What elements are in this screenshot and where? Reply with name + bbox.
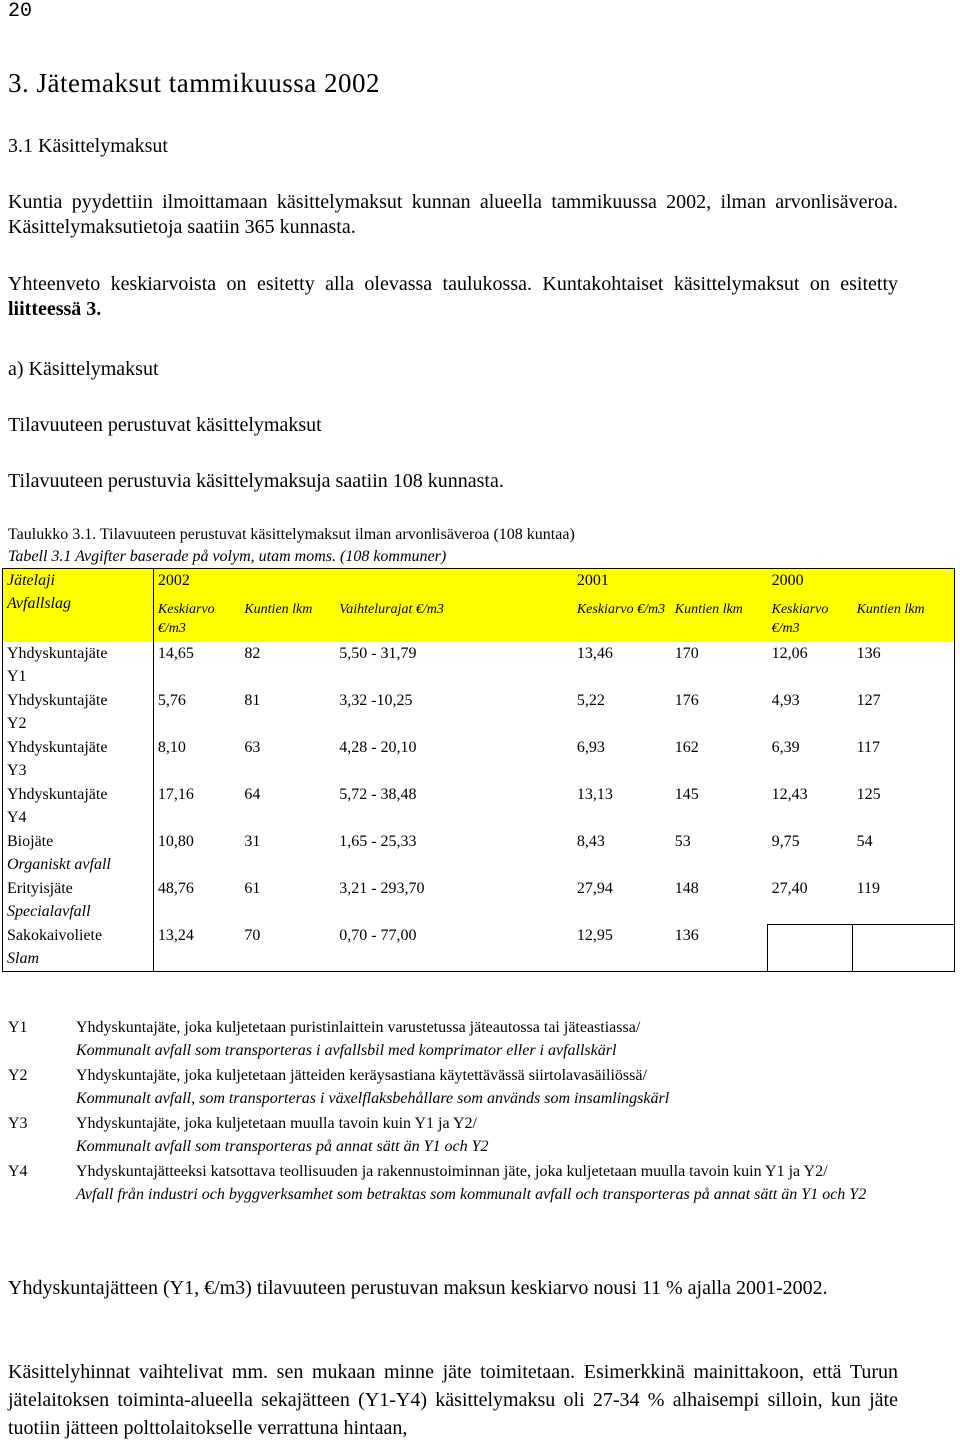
avg-2001-cell: 13,46 [576, 645, 613, 662]
count-2002-cell: 63 [244, 739, 261, 756]
legend-text [76, 1016, 898, 1062]
table-row [3, 736, 955, 783]
subsection-text: Tilavuuteen perustuvia käsittelymaksuja saatiin 108 kunnasta. [8, 470, 504, 492]
avg-2001-cell: 12,95 [573, 924, 671, 972]
range-2002-cell: 3,21 - 293,70 [339, 880, 425, 897]
avg-2002-cell: 13,24 [153, 924, 240, 972]
table-row [3, 783, 955, 830]
avg-2001-cell: 5,22 [576, 692, 605, 709]
count-2002-cell: 82 [244, 645, 261, 662]
header-waste-type-fi: Jätelaji [7, 572, 55, 589]
avg-2001-cell: 27,94 [576, 880, 613, 897]
count-2001-cell: 170 [674, 645, 699, 662]
table-row [3, 830, 955, 877]
legend-key: Y3 [8, 1115, 28, 1132]
count-2001-cell: 176 [674, 692, 699, 709]
legend-text-sv: Kommunalt avfall, som transporteras i växelflaksbehållare som används som insamlingskärl [76, 1090, 670, 1107]
intro-paragraph-1: Kuntia pyydettiin ilmoittamaan käsittelymaksut kunnan alueella tammikuussa 2002, ilman arvonlisäveroa. Käsittelymaksutietoja saatiin 365 kunnasta. [8, 191, 898, 238]
count-2002-cell: 81 [244, 692, 261, 709]
avg-2000-cell: 27,40 [771, 880, 808, 897]
table-header-row-years [3, 569, 955, 593]
legend-text [76, 1112, 898, 1158]
count-2000-cell: 125 [856, 786, 881, 803]
count-2000-cell: 117 [856, 739, 880, 756]
waste-type-cell [3, 877, 154, 924]
avg-2002-cell: 48,76 [157, 880, 194, 897]
waste-type-name: Yhdyskuntajäte [7, 786, 108, 803]
section-heading: 3.1 Käsittelymaksut [8, 135, 168, 157]
count-2002-cell: 61 [244, 880, 261, 897]
header-year-2001: 2001 [573, 569, 768, 593]
avg-2000-cell: 4,93 [771, 692, 800, 709]
avg-2000-cell: 12,43 [771, 786, 808, 803]
legend-text-fi: Yhdyskuntajäte, joka kuljetetaan muulla tavoin kuin Y1 ja Y2/ [76, 1115, 477, 1132]
waste-type-name: Yhdyskuntajäte [7, 692, 108, 709]
range-2002-cell: 5,72 - 38,48 [339, 786, 417, 803]
avg-2000-cell [768, 924, 853, 972]
legend-text [76, 1064, 898, 1110]
table-row [3, 924, 955, 972]
count-2000-cell: 54 [856, 833, 873, 850]
avg-2001-cell: 8,43 [576, 833, 605, 850]
waste-type-code: Y2 [7, 715, 27, 732]
avg-2000-cell: 9,75 [771, 833, 800, 850]
range-2002-cell: 3,32 -10,25 [339, 692, 413, 709]
avg-2002-cell: 5,76 [157, 692, 186, 709]
waste-type-code: Specialavfall [7, 903, 91, 920]
header-waste-type-sv: Avfallslag [7, 595, 71, 612]
header-count-2002: Kuntien lkm [240, 592, 335, 642]
header-year-2002: 2002 [153, 569, 572, 593]
waste-type-name: Erityisjäte [7, 880, 73, 897]
count-2000-cell [853, 924, 955, 972]
waste-type-code: Y4 [7, 809, 27, 826]
waste-type-name: Biojäte [7, 833, 54, 850]
waste-type-code: Organiskt avfall [7, 856, 111, 873]
subsection-a: a) Käsittelymaksut [8, 358, 159, 380]
range-2002-cell: 1,65 - 25,33 [339, 833, 417, 850]
avg-2000-cell: 6,39 [771, 739, 800, 756]
range-2002-cell: 4,28 - 20,10 [339, 739, 417, 756]
waste-type-name: Sakokaivoliete [7, 927, 103, 944]
count-2002-cell: 31 [244, 833, 261, 850]
range-2002-cell: 5,50 - 31,79 [339, 645, 417, 662]
legend-text-fi: Yhdyskuntajätteeksi katsottava teollisuuden ja rakennustoiminnan jäte, joka kuljetetaan muulla tavoin kuin Y1 ja Y2/ [76, 1163, 828, 1180]
header-avg-2002: Keskiarvo €/m3 [153, 592, 240, 642]
header-avg-2001: Keskiarvo €/m3 [573, 592, 671, 642]
avg-2002-cell: 8,10 [157, 739, 186, 756]
legend-item [8, 1064, 898, 1110]
count-2000-cell: 119 [856, 880, 880, 897]
header-range-2002: Vaihtelurajat €/m3 [335, 592, 573, 642]
avg-2001-cell: 6,93 [576, 739, 605, 756]
avg-2002-cell: 14,65 [157, 645, 194, 662]
avg-2001-cell: 13,13 [576, 786, 613, 803]
waste-type-cell [3, 642, 154, 689]
intro-paragraph-2-text: Yhteenveto keskiarvoista on esitetty alla olevassa taulukossa. Kuntakohtaiset käsittelymaksut on esitetty [8, 273, 898, 295]
fee-table [2, 568, 955, 972]
waste-type-cell [3, 830, 154, 877]
avg-2002-cell: 17,16 [157, 786, 194, 803]
waste-type-name: Yhdyskuntajäte [7, 645, 108, 662]
appendix-reference: liitteessä 3. [8, 298, 102, 320]
count-2001-cell: 53 [674, 833, 691, 850]
legend-text-fi: Yhdyskuntajäte, joka kuljetetaan puristinlaittein varustetussa jäteautossa tai jäteastiassa/ [76, 1019, 641, 1036]
legend-text-fi: Yhdyskuntajäte, joka kuljetetaan jätteiden keräysastiana käytettävässä siirtolavasäiliössä/ [76, 1067, 647, 1084]
waste-type-code: Slam [7, 950, 39, 967]
abbreviation-legend [8, 1016, 898, 1208]
avg-2002-cell: 10,80 [157, 833, 194, 850]
legend-text-sv: Avfall från industri och byggverksamhet som betraktas som kommunalt avfall och transporteras på annat sätt än Y1 och Y2 [76, 1186, 867, 1203]
count-2002-cell: 64 [244, 786, 261, 803]
legend-text [76, 1160, 898, 1206]
count-2001-cell: 148 [674, 880, 699, 897]
page-title: 3. Jätemaksut tammikuussa 2002 [8, 68, 380, 98]
table-row [3, 877, 955, 924]
legend-key: Y1 [8, 1019, 28, 1036]
final-paragraph: Käsittelyhinnat vaihtelivat mm. sen mukaan minne jäte toimitetaan. Esimerkkinä mainittakoon, että Turun jätelaitoksen toiminta-alueella sekajätteen (Y1-Y4) käsittelymaksu oli 27-34 % alhaisempi silloin, kun jäte tuotiin jätteen polttolaitokselle verrattuna hintaan, [8, 1361, 898, 1439]
intro-paragraph-2 [8, 272, 898, 322]
count-2002-cell: 70 [240, 924, 335, 972]
count-2001-cell: 145 [674, 786, 699, 803]
subsection-title: Tilavuuteen perustuvat käsittelymaksut [8, 414, 322, 436]
legend-item [8, 1016, 898, 1062]
count-2001-cell: 136 [671, 924, 768, 972]
waste-type-cell [3, 924, 154, 972]
legend-text-sv: Kommunalt avfall som transporteras på annat sätt än Y1 och Y2 [76, 1138, 489, 1155]
header-count-2000: Kuntien lkm [853, 592, 955, 642]
table-row [3, 642, 955, 689]
legend-key: Y2 [8, 1067, 28, 1084]
waste-type-cell [3, 736, 154, 783]
page-number: 20 [8, 0, 33, 23]
header-count-2001: Kuntien lkm [671, 592, 768, 642]
table-row [3, 689, 955, 736]
legend-text-sv: Kommunalt avfall som transporteras i avfallsbil med komprimator eller i avfallskärl [76, 1042, 617, 1059]
waste-type-cell [3, 783, 154, 830]
avg-2000-cell: 12,06 [771, 645, 808, 662]
waste-type-name: Yhdyskuntajäte [7, 739, 108, 756]
conclusion-paragraph: Yhdyskuntajätteen (Y1, €/m3) tilavuuteen perustuvan maksun keskiarvo nousi 11 % ajalla 2001-2002. [8, 1277, 828, 1299]
waste-type-code: Y3 [7, 762, 27, 779]
legend-key: Y4 [8, 1163, 28, 1180]
waste-type-code: Y1 [7, 668, 27, 685]
table-caption-sv: Tabell 3.1 Avgifter baserade på volym, utam moms. (108 kommuner) [8, 548, 447, 565]
table-header-waste-type [3, 569, 154, 643]
header-year-2000: 2000 [768, 569, 955, 593]
count-2000-cell: 127 [856, 692, 881, 709]
header-avg-2000: Keskiarvo €/m3 [768, 592, 853, 642]
legend-item [8, 1112, 898, 1158]
range-2002-cell: 0,70 - 77,00 [335, 924, 573, 972]
legend-item [8, 1160, 898, 1206]
count-2000-cell: 136 [856, 645, 881, 662]
table-caption-fi: Taulukko 3.1. Tilavuuteen perustuvat käsittelymaksut ilman arvonlisäveroa (108 kuntaa) [8, 526, 575, 543]
waste-type-cell [3, 689, 154, 736]
count-2001-cell: 162 [674, 739, 699, 756]
